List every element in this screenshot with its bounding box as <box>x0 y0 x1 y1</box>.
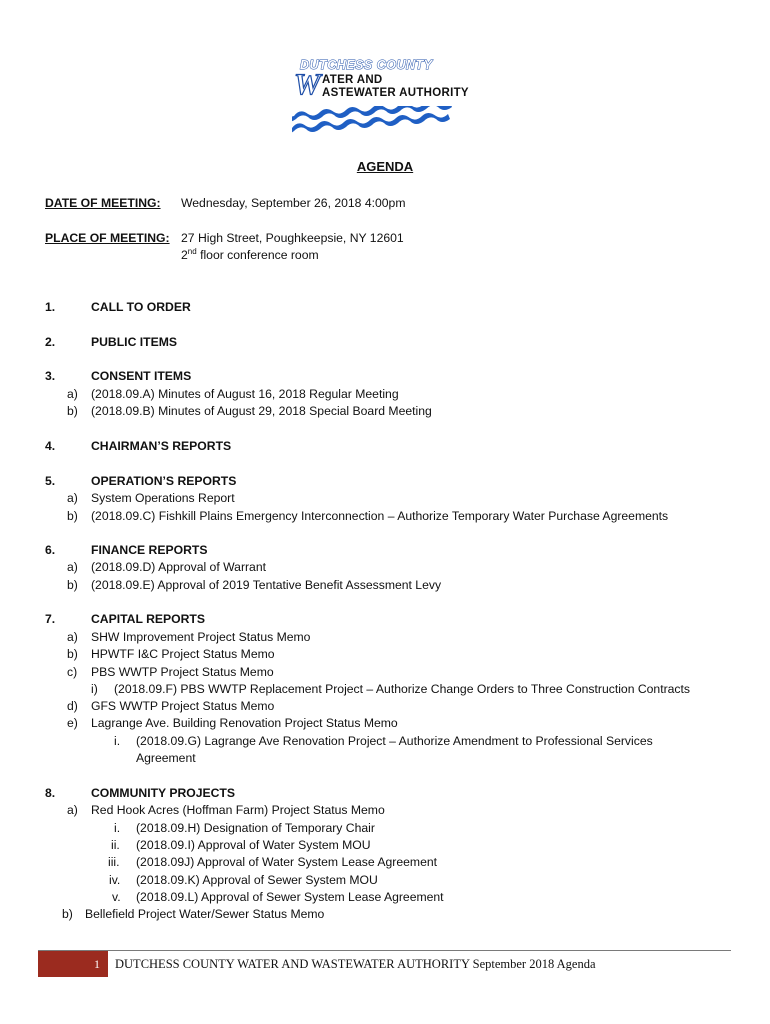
date-of-meeting-value: Wednesday, September 26, 2018 4:00pm <box>181 196 406 210</box>
item-heading: COMMUNITY PROJECTS <box>91 786 236 800</box>
sub-sub-item-text: (2018.09J) Approval of Water System Lease Agreement <box>136 855 438 869</box>
item-number: 1. <box>45 300 56 314</box>
sub-sub-item-marker: i. <box>114 734 121 748</box>
item-number: 7. <box>45 612 56 626</box>
date-of-meeting-label: DATE OF MEETING: <box>45 196 161 210</box>
sub-sub-item-marker: i) <box>91 682 98 696</box>
sub-item-marker: b) <box>67 404 78 418</box>
logo-line-2: ASTEWATER AUTHORITY <box>322 87 469 99</box>
item-number: 5. <box>45 474 56 488</box>
sub-item-marker: a) <box>67 803 78 817</box>
sub-item-text: (2018.09.A) Minutes of August 16, 2018 Regular Meeting <box>91 387 399 401</box>
authority-logo <box>292 56 482 138</box>
sub-item-marker: a) <box>67 387 78 401</box>
item-heading: CHAIRMAN’S REPORTS <box>91 439 232 453</box>
item-heading: CALL TO ORDER <box>91 300 191 314</box>
sub-item-text: PBS WWTP Project Status Memo <box>91 665 274 679</box>
sub-sub-item-text: (2018.09.K) Approval of Sewer System MOU <box>136 873 378 887</box>
sub-item-marker: e) <box>67 716 78 730</box>
sub-item-text: (2018.09.E) Approval of 2019 Tentative Benefit Assessment Levy <box>91 578 442 592</box>
sub-item-text: SHW Improvement Project Status Memo <box>91 630 311 644</box>
place-of-meeting-room <box>181 248 319 263</box>
sub-item-text: Red Hook Acres (Hoffman Farm) Project Status Memo <box>91 803 385 817</box>
sub-item-marker: d) <box>67 699 78 713</box>
logo-county-text: DUTCHESS COUNTY <box>300 58 433 72</box>
footer-page-number: 1 <box>94 957 100 971</box>
sub-item-text: (2018.09.B) Minutes of August 29, 2018 Special Board Meeting <box>91 404 432 418</box>
place-of-meeting-label: PLACE OF MEETING: <box>45 231 170 245</box>
sub-item-marker: c) <box>67 665 78 679</box>
sub-item-text: (2018.09.D) Approval of Warrant <box>91 560 266 574</box>
item-heading: FINANCE REPORTS <box>91 543 208 557</box>
sub-sub-item-text: (2018.09.L) Approval of Sewer System Lease Agreement <box>136 890 444 904</box>
sub-item-marker: b) <box>62 907 73 921</box>
sub-item-text: System Operations Report <box>91 491 235 505</box>
sub-sub-item-text: (2018.09.H) Designation of Temporary Chair <box>136 821 375 835</box>
item-number: 2. <box>45 335 56 349</box>
sub-sub-item-marker: ii. <box>111 838 120 852</box>
item-number: 8. <box>45 786 56 800</box>
footer-text: DUTCHESS COUNTY WATER AND WASTEWATER AUTHORITY September 2018 Agenda <box>115 957 596 971</box>
sub-sub-item-marker: v. <box>112 890 121 904</box>
sub-item-marker: a) <box>67 560 78 574</box>
sub-item-text: Lagrange Ave. Building Renovation Project Status Memo <box>91 716 398 730</box>
room-floor-suffix: nd <box>187 246 197 256</box>
logo-initial-letter: W <box>294 68 321 101</box>
footer-divider <box>38 950 731 951</box>
sub-sub-item-marker: i. <box>114 821 121 835</box>
sub-item-text: HPWTF I&C Project Status Memo <box>91 647 275 661</box>
item-number: 4. <box>45 439 56 453</box>
item-heading: CONSENT ITEMS <box>91 369 192 383</box>
sub-sub-item-marker: iii. <box>108 855 120 869</box>
room-floor-number: 2 <box>181 248 188 262</box>
sub-item-marker: b) <box>67 509 78 523</box>
sub-sub-item-text: (2018.09.G) Lagrange Ave Renovation Project – Authorize Amendment to Professional Services <box>136 734 653 748</box>
sub-item-marker: b) <box>67 578 78 592</box>
item-number: 3. <box>45 369 56 383</box>
sub-item-text: GFS WWTP Project Status Memo <box>91 699 275 713</box>
sub-sub-item-continuation: Agreement <box>136 751 196 765</box>
item-number: 6. <box>45 543 56 557</box>
sub-item-marker: a) <box>67 491 78 505</box>
room-description: floor conference room <box>196 248 319 262</box>
place-of-meeting-address: 27 High Street, Poughkeepsie, NY 12601 <box>181 231 404 245</box>
item-heading: OPERATION’S REPORTS <box>91 474 237 488</box>
sub-sub-item-text: (2018.09.I) Approval of Water System MOU <box>136 838 371 852</box>
sub-item-text: Bellefield Project Water/Sewer Status Memo <box>85 907 325 921</box>
item-heading: CAPITAL REPORTS <box>91 612 205 626</box>
page-title: AGENDA <box>356 159 414 174</box>
water-waves-icon <box>292 106 482 138</box>
sub-item-marker: b) <box>67 647 78 661</box>
sub-sub-item-text: (2018.09.F) PBS WWTP Replacement Project – Authorize Change Orders to Three Construction Contracts <box>114 682 691 696</box>
sub-sub-item-marker: iv. <box>109 873 121 887</box>
sub-item-marker: a) <box>67 630 78 644</box>
item-heading: PUBLIC ITEMS <box>91 335 177 349</box>
logo-line-1: ATER AND <box>322 74 383 86</box>
sub-item-text: (2018.09.C) Fishkill Plains Emergency Interconnection – Authorize Temporary Water Purchase Agreements <box>91 509 669 523</box>
